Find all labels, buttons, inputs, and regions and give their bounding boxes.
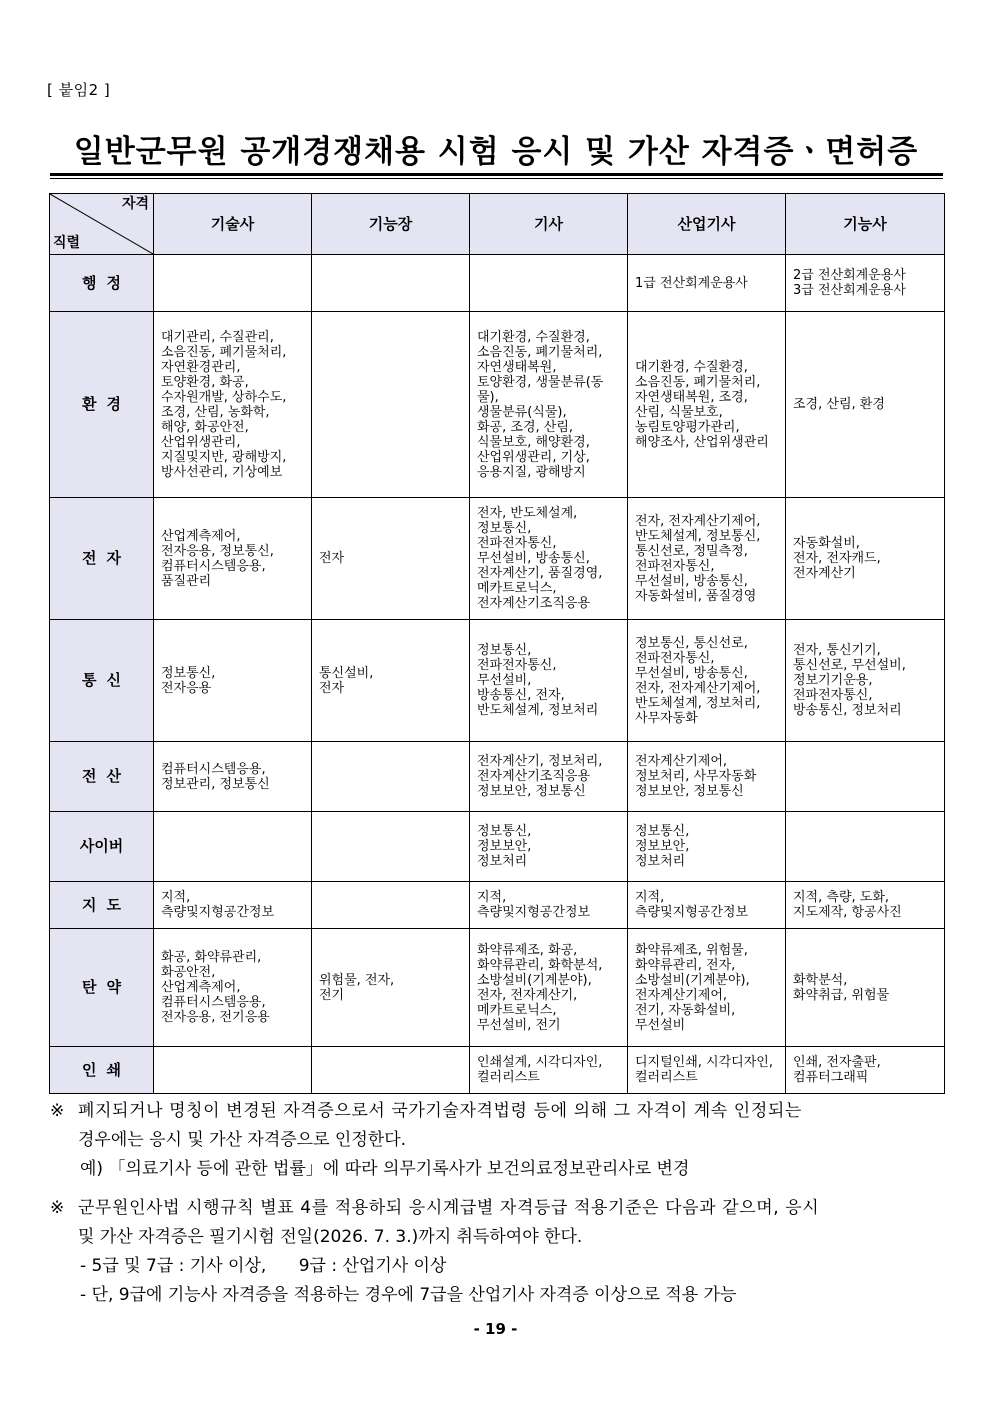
table-cell: 지적, 측량및지형공간정보 — [628, 882, 786, 929]
table-cell: 정보통신, 정보보안, 정보처리 — [628, 812, 786, 882]
table-cell — [312, 1047, 470, 1094]
table-cell: 정보통신, 정보보안, 정보처리 — [470, 812, 628, 882]
table-cell: 지적, 측량및지형공간정보 — [470, 882, 628, 929]
row-header: 통신 — [50, 620, 154, 742]
table-cell: 대기환경, 수질환경, 소음진동, 폐기물처리, 자연생태복원, 조경, 산림, 식물보호, 농림토양평가관리, 해양조사, 산업위생관리 — [628, 312, 786, 498]
table-cell — [154, 812, 312, 882]
table-cell: 정보통신, 전파전자통신, 무선설비, 방송통신, 전자, 반도체설계, 정보처리 — [470, 620, 628, 742]
row-header: 전산 — [50, 742, 154, 812]
table-cell: 대기관리, 수질관리, 소음진동, 폐기물처리, 자연환경관리, 토양환경, 화공, 수자원개발, 상하수도, 조경, 산림, 농화학, 해양, 화공안전, 산업위생관리, 지질및지반, 광해방지, 방사선관리, 기상예보 — [154, 312, 312, 498]
corner-label-qualification: 자격 — [121, 196, 149, 212]
table-cell — [786, 742, 945, 812]
table-cell: 전자, 반도체설계, 정보통신, 전파전자통신, 무선설비, 방송통신, 전자계산기, 품질경영, 메카트로닉스, 전자계산기조직응용 — [470, 498, 628, 620]
table-cell: 지적, 측량, 도화, 지도제작, 항공사진 — [786, 882, 945, 929]
note-text: 폐지되거나 명칭이 변경된 자격증으로서 국가기술자격법령 등에 의해 그 자격이 계속 인정되는 — [78, 1101, 802, 1121]
note-text: 및 가산 자격증은 필기시험 전일(2026. 7. 3.)까지 취득하여야 한다. — [78, 1227, 583, 1247]
table-row — [50, 929, 945, 1047]
column-header: 기사 — [470, 194, 628, 255]
note-list-item: - 단, 9급에 기능사 자격증을 적용하는 경우에 7급을 산업기사 자격증 이상으로 적용 가능 — [80, 1285, 737, 1305]
table-cell: 인쇄, 전자출판, 컴퓨터그래픽 — [786, 1047, 945, 1094]
column-header: 산업기사 — [628, 194, 786, 255]
table-row — [50, 812, 945, 882]
row-header: 행정 — [50, 255, 154, 312]
note-list-item: - 5급 및 7급 : 기사 이상, 9급 : 산업기사 이상 — [80, 1256, 447, 1276]
table-row — [50, 312, 945, 498]
notes-section — [50, 1097, 945, 1310]
table-cell: 화공, 화약류관리, 화공안전, 산업계측제어, 컴퓨터시스템응용, 전자응용, 전기응용 — [154, 929, 312, 1047]
table-cell — [312, 312, 470, 498]
table-cell: 전자계산기, 정보처리, 전자계산기조직응용 정보보안, 정보통신 — [470, 742, 628, 812]
table-cell: 디지털인쇄, 시각디자인, 컬러리스트 — [628, 1047, 786, 1094]
page-number: - 19 - — [473, 1320, 518, 1338]
column-header: 기능사 — [786, 194, 945, 255]
table-cell: 대기환경, 수질환경, 소음진동, 폐기물처리, 자연생태복원, 토양환경, 생물분류(동물), 생물분류(식물), 화공, 조경, 산림, 식물보호, 해양환경, 산업위생관리, 기상, 응용지질, 광해방지 — [470, 312, 628, 498]
table-cell: 정보통신, 전자응용 — [154, 620, 312, 742]
row-header: 탄약 — [50, 929, 154, 1047]
table-cell: 조경, 산림, 환경 — [786, 312, 945, 498]
reference-mark-icon: ※ — [50, 1198, 65, 1218]
table-row — [50, 620, 945, 742]
note-text: 군무원인사법 시행규칙 별표 4를 적용하되 응시계급별 자격등급 적용기준은 다음과 같으며, 응시 — [78, 1198, 820, 1218]
table-cell — [154, 255, 312, 312]
table-cell: 화약류제조, 화공, 화약류관리, 화학분석, 소방설비(기계분야), 전자, 전자계산기, 메카트로닉스, 무선설비, 전기 — [470, 929, 628, 1047]
title-underline-thin — [50, 178, 943, 179]
table-row — [50, 882, 945, 929]
table-corner-cell — [50, 194, 154, 255]
table-cell: 지적, 측량및지형공간정보 — [154, 882, 312, 929]
table-row — [50, 1047, 945, 1094]
corner-label-series: 직렬 — [53, 235, 81, 251]
table-cell — [312, 882, 470, 929]
table-cell: 통신설비, 전자 — [312, 620, 470, 742]
table-cell: 컴퓨터시스템응용, 정보관리, 정보통신 — [154, 742, 312, 812]
table-cell: 위험물, 전자, 전기 — [312, 929, 470, 1047]
table-cell: 자동화설비, 전자, 전자캐드, 전자계산기 — [786, 498, 945, 620]
table-cell — [312, 742, 470, 812]
table-cell: 화약류제조, 위험물, 화약류관리, 전자, 소방설비(기계분야), 전자계산기제어, 전기, 자동화설비, 무선설비 — [628, 929, 786, 1047]
reference-mark-icon: ※ — [50, 1101, 65, 1121]
table-cell: 전자, 전자계산기제어, 반도체설계, 정보통신, 통신선로, 정밀측정, 전파전자통신, 무선설비, 방송통신, 자동화설비, 품질경영 — [628, 498, 786, 620]
row-header: 사이버 — [50, 812, 154, 882]
table-cell — [470, 255, 628, 312]
table-cell: 산업계측제어, 전자응용, 정보통신, 컴퓨터시스템응용, 품질관리 — [154, 498, 312, 620]
table-cell: 인쇄설계, 시각디자인, 컬러리스트 — [470, 1047, 628, 1094]
table-cell — [154, 1047, 312, 1094]
table-cell: 전자계산기제어, 정보처리, 사무자동화 정보보안, 정보통신 — [628, 742, 786, 812]
note-item — [50, 1194, 945, 1310]
note-example: 예) 「의료기사 등에 관한 법률」에 따라 의무기록사가 보건의료정보관리사로 변경 — [80, 1159, 690, 1179]
row-header: 인쇄 — [50, 1047, 154, 1094]
table-cell: 정보통신, 통신선로, 전파전자통신, 무선설비, 방송통신, 전자, 전자계산기제어, 반도체설계, 정보처리, 사무자동화 — [628, 620, 786, 742]
table-header-row — [50, 194, 945, 255]
table-row — [50, 742, 945, 812]
column-header: 기능장 — [312, 194, 470, 255]
attachment-label: [ 붙임2 ] — [47, 81, 111, 99]
table-cell: 화학분석, 화약취급, 위험물 — [786, 929, 945, 1047]
table-cell: 2급 전산회계운용사 3급 전산회계운용사 — [786, 255, 945, 312]
table-cell: 전자, 통신기기, 통신선로, 무선설비, 정보기기운용, 전파전자통신, 방송통신, 정보처리 — [786, 620, 945, 742]
table-cell: 전자 — [312, 498, 470, 620]
note-text: 경우에는 응시 및 가산 자격증으로 인정한다. — [78, 1130, 407, 1150]
table-cell — [312, 255, 470, 312]
column-header: 기술사 — [154, 194, 312, 255]
table-cell — [786, 812, 945, 882]
table-cell — [312, 812, 470, 882]
row-header: 전자 — [50, 498, 154, 620]
title-underline-thick — [50, 173, 943, 176]
table-row — [50, 498, 945, 620]
row-header: 지도 — [50, 882, 154, 929]
page-title: 일반군무원 공개경쟁채용 시험 응시 및 가산 자격증ㆍ면허증 — [73, 134, 919, 170]
table-cell: 1급 전산회계운용사 — [628, 255, 786, 312]
qualification-table — [49, 193, 945, 1094]
table-row — [50, 255, 945, 312]
row-header: 환경 — [50, 312, 154, 498]
note-item — [50, 1097, 945, 1184]
